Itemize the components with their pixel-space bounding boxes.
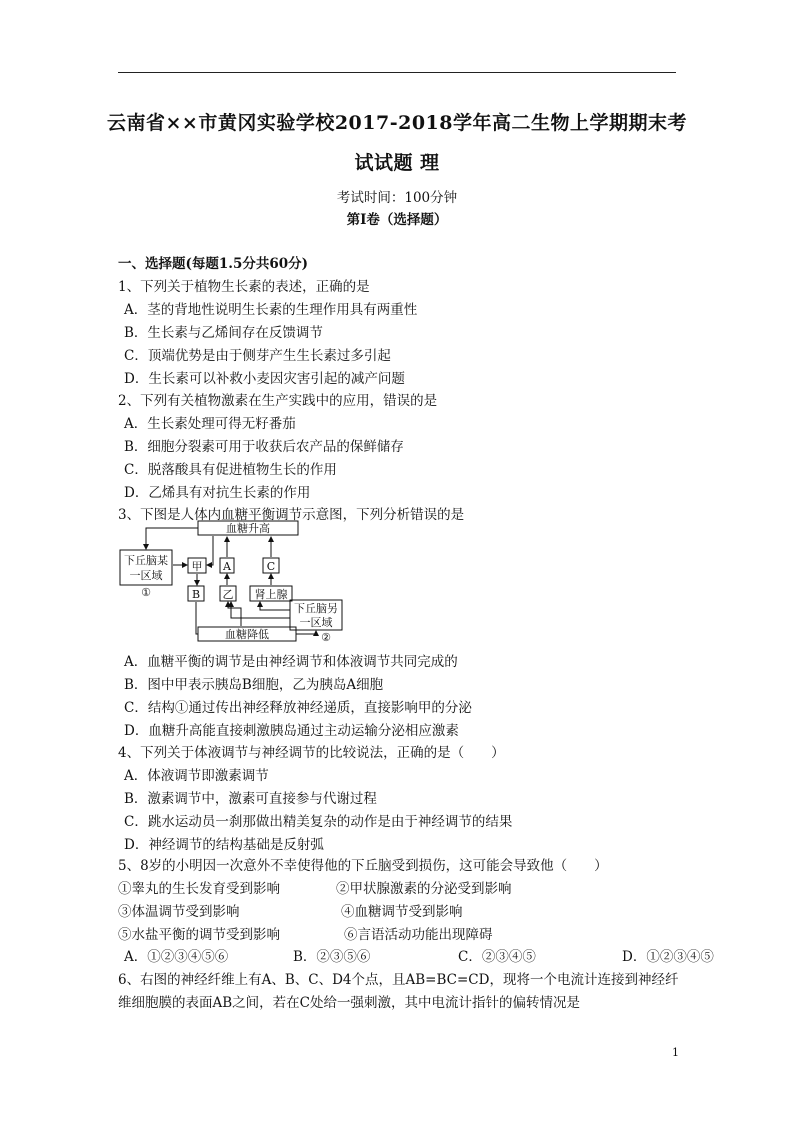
marker-2: ② <box>321 631 331 644</box>
page-title-line1: 云南省××市黄冈实验学校2017-2018学年高二生物上学期期末考 <box>107 112 687 134</box>
blood-glucose-diagram <box>118 520 348 646</box>
question-5-item-6: ⑥言语活动功能出现障碍 <box>344 927 493 943</box>
volume-heading: 第I卷（选择题） <box>346 212 448 228</box>
label-glucose-rise: 血糖升高 <box>226 522 270 535</box>
label-jia: 甲 <box>191 560 203 573</box>
question-3-option-c: C．结构①通过传出神经释放神经递质，直接影响甲的分泌 <box>124 700 472 716</box>
question-5-choice-b: B．②③⑤⑥ <box>293 949 371 965</box>
label-hypothalamus-2-b: 一区域 <box>299 616 333 629</box>
header-rule <box>118 72 676 73</box>
question-2-option-b: B．细胞分裂素可用于收获后农产品的保鲜储存 <box>124 439 404 455</box>
question-6-stem-line2: 维细胞膜的表面AB之间，若在C处给一强刺激，其中电流计指针的偏转情况是 <box>118 995 580 1011</box>
question-1-option-d: D．生长素可以补救小麦因灾害引起的减产问题 <box>124 371 405 387</box>
question-3-option-d: D．血糖升高能直接刺激胰岛通过主动运输分泌相应激素 <box>124 723 459 739</box>
question-3-option-b: B．图中甲表示胰岛B细胞，乙为胰岛A细胞 <box>124 677 384 693</box>
question-3-stem: 3、下图是人体内血糖平衡调节示意图，下列分析错误的是 <box>118 507 465 523</box>
question-2-stem: 2、下列有关植物激素在生产实践中的应用，错误的是 <box>118 393 438 409</box>
question-5-item-4: ④血糖调节受到影响 <box>341 904 463 920</box>
question-4-stem: 4、下列关于体液调节与神经调节的比较说法，正确的是（ ） <box>118 745 505 761</box>
label-hypothalamus-1-b: 一区域 <box>129 569 163 582</box>
page-number: 1 <box>672 1046 679 1059</box>
question-4-option-c: C．跳水运动员一刹那做出精美复杂的动作是由于神经调节的结果 <box>124 814 513 830</box>
label-yi: 乙 <box>222 588 234 601</box>
question-1-option-b: B．生长素与乙烯间存在反馈调节 <box>124 325 323 341</box>
question-5-stem: 5、8岁的小明因一次意外不幸使得他的下丘脑受到损伤，这可能会导致他（ ） <box>118 858 608 874</box>
question-5-item-3: ③体温调节受到影响 <box>118 904 240 920</box>
label-b: B <box>191 588 201 601</box>
question-4-option-b: B．激素调节中，激素可直接参与代谢过程 <box>124 791 377 807</box>
question-5-item-2: ②甲状腺激素的分泌受到影响 <box>336 881 512 897</box>
label-adrenal: 肾上腺 <box>254 588 288 601</box>
question-1-option-c: C．顶端优势是由于侧芽产生生长素过多引起 <box>124 348 391 364</box>
page-title-line2: 试试题 理 <box>354 152 440 174</box>
label-hypothalamus-1-a: 下丘脑某 <box>124 554 168 567</box>
question-1-option-a: A．茎的背地性说明生长素的生理作用具有两重性 <box>124 302 418 318</box>
question-4-option-d: D．神经调节的结构基础是反射弧 <box>124 837 324 853</box>
marker-1: ① <box>141 586 151 599</box>
question-5-item-5: ⑤水盐平衡的调节受到影响 <box>118 927 280 943</box>
question-2-option-c: C．脱落酸具有促进植物生长的作用 <box>124 462 337 478</box>
question-2-option-a: A．生长素处理可得无籽番茄 <box>124 416 296 432</box>
question-6-stem-line1: 6、右图的神经纤维上有A、B、C、D4个点，且AB=BC=CD，现将一个电流计连接到神经纤 <box>118 972 679 988</box>
label-hypothalamus-2-a: 下丘脑另 <box>294 602 338 615</box>
question-5-choice-a: A．①②③④⑤⑥ <box>124 949 229 965</box>
label-glucose-fall: 血糖降低 <box>225 628 269 641</box>
question-5-choice-c: C．②③④⑤ <box>458 949 536 965</box>
label-a: A <box>223 560 231 573</box>
question-1-stem: 1、下列关于植物生长素的表述，正确的是 <box>118 279 370 295</box>
label-c: C <box>266 560 276 573</box>
question-4-option-a: A．体液调节即激素调节 <box>124 768 269 784</box>
exam-time: 考试时间：100分钟 <box>336 190 458 206</box>
question-3-option-a: A．血糖平衡的调节是由神经调节和体液调节共同完成的 <box>124 654 458 670</box>
section-heading: 一、选择题(每题1.5分共60分) <box>118 256 309 272</box>
question-5-choice-d: D．①②③④⑤ <box>622 949 714 965</box>
question-5-item-1: ①睾丸的生长发育受到影响 <box>118 881 280 897</box>
question-2-option-d: D．乙烯具有对抗生长素的作用 <box>124 485 311 501</box>
